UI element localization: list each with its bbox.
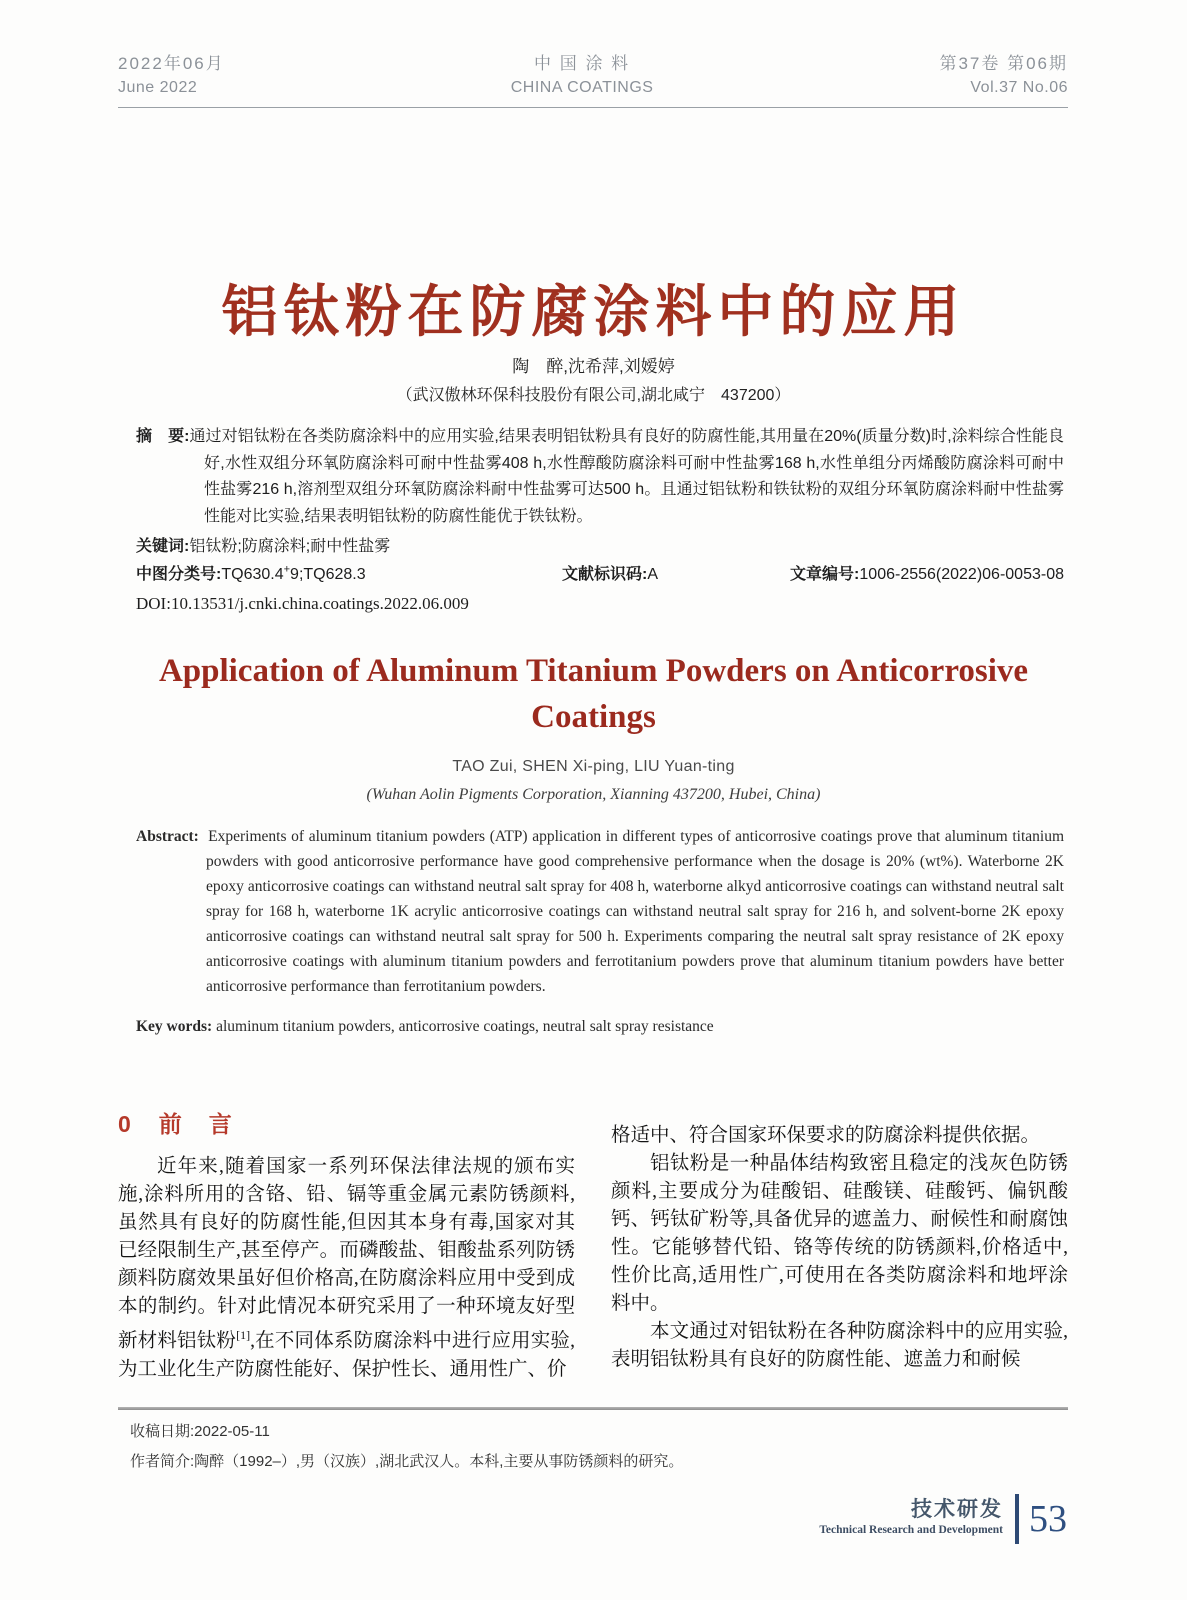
received-date-label: 收稿日期:: [130, 1423, 195, 1440]
article-affiliation-en: (Wuhan Aolin Pigments Corporation, Xianning 437200, Hubei, China): [366, 786, 821, 803]
doi: DOI:10.13531/j.cnki.china.coatings.2022.06.009: [136, 594, 469, 613]
author-bio-label: 作者简介:: [130, 1453, 195, 1470]
article-title-en-line2: Coatings: [531, 699, 656, 735]
header-date-zh: 2022年06月: [118, 54, 225, 73]
clc-label: 中图分类号:: [136, 566, 222, 583]
abstract-spacer: [199, 828, 208, 845]
header-issue-zh: 第37卷 第06期: [939, 54, 1068, 73]
received-date-value: 2022-05-11: [194, 1423, 270, 1440]
header-journal-name: [511, 52, 654, 100]
paragraph-study-summary: 本文通过对铝钛粉在各种防腐涂料中的应用实验,表明铝钛粉具有良好的防腐性能、遮盖力和耐候: [611, 1321, 1068, 1370]
abstract-text-zh: 通过对铝钛粉在各类防腐涂料中的应用实验,结果表明铝钛粉具有良好的防腐性能,其用量在20%(质量分数)时,涂料综合性能良好,水性双组分环氧防腐涂料可耐中性盐雾408 h,水性醇酸防腐涂料可耐中性盐雾168 h,水性单组分丙烯酸防腐涂料可耐中性盐雾216 h,溶剂型双组分环氧防腐涂料耐中性盐雾可达500 h。且通过铝钛粉和铁钛粉的双组分环氧防腐涂料耐中性盐雾性能对比实验,结果表明铝钛粉的防腐性能优于铁钛粉。: [189, 428, 1064, 525]
badge-divider: [1015, 1494, 1019, 1544]
author-bio-text: 陶醉（1992–）,男（汉族）,湖北武汉人。本科,主要从事防锈颜料的研究。: [194, 1453, 684, 1470]
header-journal-en: CHINA COATINGS: [510, 79, 654, 96]
document-code: [562, 561, 658, 584]
category-label-zh: 技术研发: [911, 1498, 1003, 1521]
abstract-zh: [136, 424, 1064, 530]
keywords-en: [136, 1018, 1064, 1036]
header-journal-zh: 中 国 涂 料: [534, 54, 631, 73]
header-date-en: June 2022: [118, 79, 198, 96]
header-date: [118, 52, 225, 100]
body-columns: [118, 1106, 1068, 1384]
paragraph-intro-text: 近年来,随着国家一系列环保法律法规的颁布实施,涂料所用的含铬、铅、镉等重金属元素防锈颜料,虽然具有良好的防腐性能,但因其本身有毒,国家对其已经限制生产,甚至停产。而磷酸盐、钼酸盐系列防锈颜料防腐效果虽好但价格高,在防腐涂料应用中受到成本的制约。针对此情况本研究采用了一种环境友好型新材料铝钛粉: [118, 1156, 575, 1352]
footer-badge: [819, 1494, 1067, 1544]
article-title-en: [0, 648, 1187, 740]
abstract-label-zh: 摘 要:: [136, 428, 190, 445]
abstract-en: [136, 824, 1064, 999]
article-number: [790, 561, 1064, 584]
article-title-en-line1: Application of Aluminum Titanium Powders on Anticorrosive: [158, 653, 1029, 689]
section-heading: [118, 1106, 575, 1139]
keywords-label-en: Key words:: [136, 1018, 213, 1035]
clc-superscript: +: [283, 563, 291, 576]
clc-rest: 9;TQ628.3: [290, 566, 366, 583]
paragraph-intro-text-cont: ,在不同体系防腐涂料中进行应用实验,为工业化生产防腐性能好、保护性长、通用性广、价: [118, 1330, 575, 1380]
keywords-text-en: aluminum titanium powders, anticorrosive coatings, neutral salt spray resistance: [216, 1018, 714, 1035]
body-column-right: [611, 1106, 1068, 1384]
header-issue-en: Vol.37 No.06: [970, 79, 1068, 96]
article-authors-en: TAO Zui, SHEN Xi-ping, LIU Yuan-ting: [452, 758, 735, 775]
page-number: 53: [1029, 1498, 1067, 1540]
paragraph-intro-continued: 格适中、符合国家环保要求的防腐涂料提供依据。: [611, 1125, 1041, 1146]
abstract-text-en: Experiments of aluminum titanium powders (ATP) application in different types of anticorrosive coatings prove that aluminum titanium powders with good anticorrosive performance have good comprehensive performance when the dosage is 20% (wt%). Waterborne 2K epoxy anticorrosive coatings can withstand neutral salt spray for 408 h, waterborne alkyd anticorrosive coatings can withstand neutral salt spray for 168 h, waterborne 1K acrylic anticorrosive coatings can withstand neutral salt spray for 216 h, and solvent-borne 2K epoxy anticorrosive coatings can withstand neutral salt spray for 500 h. Experiments comparing the neutral salt spray resistance of 2K epoxy anticorrosive coatings with aluminum titanium powders and ferrotitanium powders prove that aluminum titanium powders have better anticorrosive performance than ferrotitanium powders.: [206, 828, 1065, 995]
keywords-label-zh: 关键词:: [136, 538, 190, 555]
received-date-line: [130, 1420, 1060, 1441]
document-code-value: A: [647, 566, 659, 583]
header-rule: [118, 107, 1068, 108]
document-code-label: 文献标识码:: [562, 566, 648, 583]
article-number-label: 文章编号:: [790, 566, 860, 583]
citation-ref-1: [1]: [236, 1328, 251, 1342]
clc-number: [136, 561, 366, 584]
article-authors-zh: 陶 醉,沈希萍,刘嫒婷: [512, 357, 675, 376]
clc-main: TQ630.4: [221, 566, 284, 583]
paragraph-atp-description: 铝钛粉是一种晶体结构致密且稳定的浅灰色防锈颜料,主要成分为硅酸铝、硅酸镁、硅酸钙、偏钒酸钙、钙钛矿粉等,具备优异的遮盖力、耐候性和耐腐蚀性。它能够替代铅、铬等传统的防锈颜料,价格适中,性价比高,适用性广,可使用在各类防腐涂料和地坪涂料中。: [611, 1153, 1068, 1314]
category-label-en: Technical Research and Development: [819, 1524, 1003, 1536]
paragraph-intro: [118, 1153, 575, 1384]
journal-running-head: [118, 52, 1068, 100]
section-title: 前 言: [158, 1111, 234, 1137]
header-issue: [939, 52, 1068, 100]
footnote-rule: [118, 1407, 1068, 1410]
abstract-label-en: Abstract:: [136, 828, 199, 845]
article-affiliation-zh: （武汉傲林环保科技股份有限公司,湖北咸宁 437200）: [396, 387, 791, 404]
category-label: [819, 1494, 1003, 1544]
article-number-value: 1006-2556(2022)06-0053-08: [859, 566, 1064, 583]
section-number: 0: [118, 1111, 133, 1137]
body-column-left: [118, 1106, 575, 1384]
keywords-zh: [136, 533, 1064, 556]
author-bio-line: [130, 1450, 1060, 1471]
classification-line: [136, 561, 1064, 583]
keywords-text-zh: 铝钛粉;防腐涂料;耐中性盐雾: [189, 538, 391, 555]
article-title-zh: 铝钛粉在防腐涂料中的应用: [221, 280, 966, 343]
